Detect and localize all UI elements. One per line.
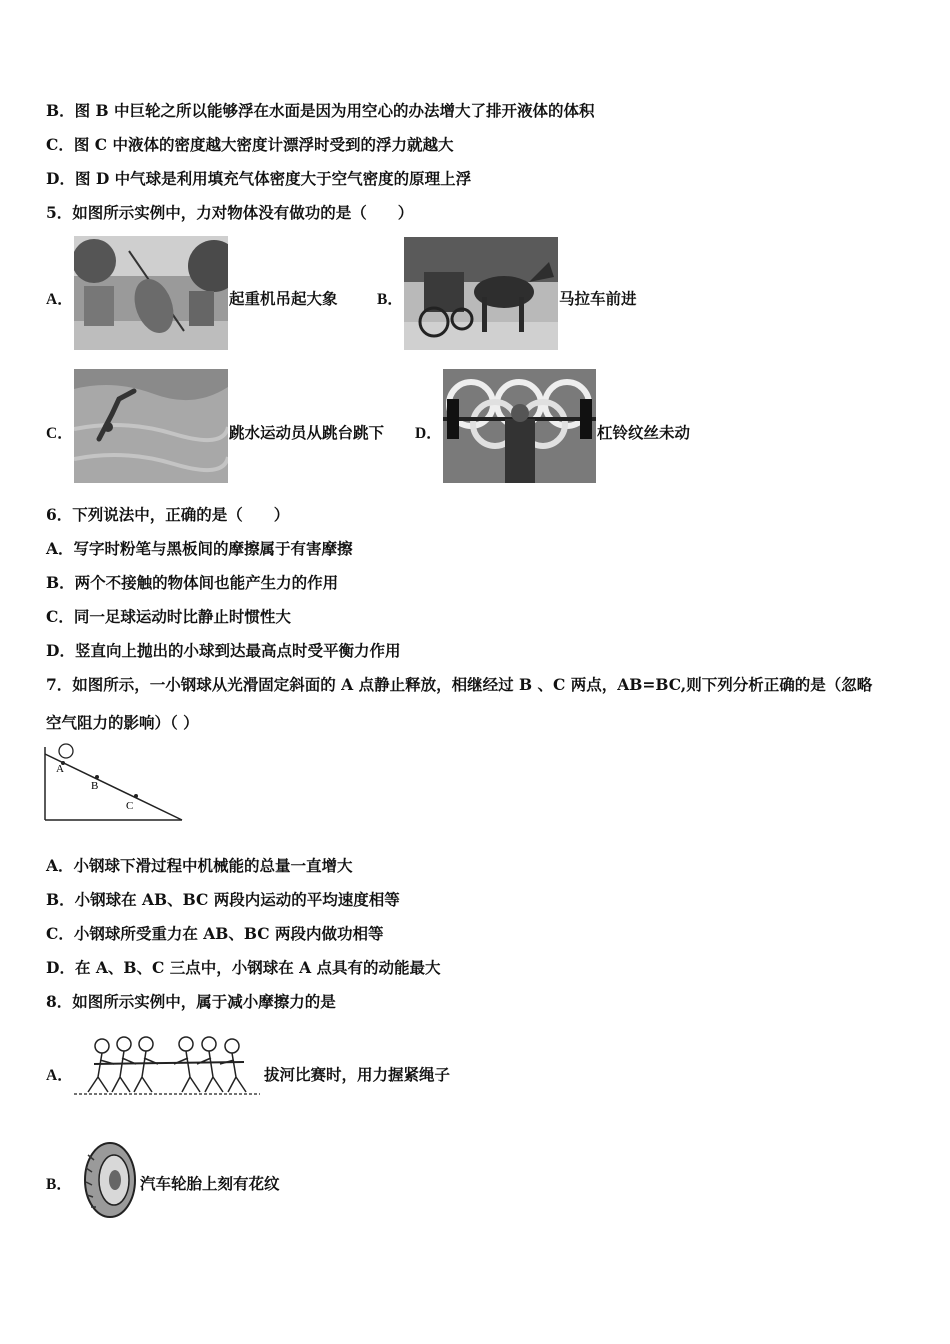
q5-c-label: C． [46,425,73,442]
tire-drawing [82,1140,138,1220]
q7-option-c: C．小钢球所受重力在 AB、BC 两段内做功相等 [46,924,384,943]
q4-option-d: D．图 D 中气球是利用填充气体密度大于空气密度的原理上浮 [46,169,472,188]
q6-option-b: B．两个不接触的物体间也能产生力的作用 [46,573,339,592]
tug-of-war-drawing [74,1032,260,1100]
point-b-label: B [91,780,99,792]
q8-a-caption: 拔河比赛时，用力握紧绳子 [264,1065,451,1084]
q7-option-b: B．小钢球在 AB、BC 两段内运动的平均速度相等 [46,890,400,909]
q6-stem: 6．下列说法中，正确的是（ ） [46,505,290,524]
q5-stem: 5．如图所示实例中，力对物体没有做功的是（ ） [46,203,414,222]
q7-option-d: D．在 A、B、C 三点中，小钢球在 A 点具有的动能最大 [46,958,441,977]
q7-stem-line1: 7．如图所示，一小钢球从光滑固定斜面的 A 点静止释放，相继经过 B 、C 两点，AB=BC,则下列分析正确的是（忽略 [46,675,873,694]
elephant-crane-photo [74,236,228,350]
q6-option-c: C．同一足球运动时比静止时惯性大 [46,607,291,626]
weightlifter-photo [443,369,596,483]
q5-c-caption: 跳水运动员从跳台跳下 [229,423,385,442]
q5-d-caption: 杠铃纹丝未动 [597,423,691,442]
q5-d-label: D． [415,425,442,442]
diver-photo [74,369,228,483]
q5-b-caption: 马拉车前进 [559,289,637,308]
q8-b-caption: 汽车轮胎上刻有花纹 [140,1174,280,1193]
horse-carriage-photo [404,237,558,350]
q5-a-caption: 起重机吊起大象 [229,289,338,308]
q8-b-label: B． [46,1176,72,1193]
steel-ball [59,744,73,758]
q7-option-a: A．小钢球下滑过程中机械能的总量一直增大 [46,856,353,875]
q8-stem: 8．如图所示实例中，属于减小摩擦力的是 [46,992,336,1011]
q6-option-d: D．竖直向上抛出的小球到达最高点时受平衡力作用 [46,641,401,660]
q7-stem-line2: 空气阻力的影响）（ ） [46,713,199,732]
q6-option-a: A．写字时粉笔与黑板间的摩擦属于有害摩擦 [46,539,353,558]
q5-a-label: A． [46,291,73,308]
q8-a-label: A． [46,1067,73,1084]
q5-b-label: B． [377,291,403,308]
q4-option-b: B．图 B 中巨轮之所以能够浮在水面是因为用空心的办法增大了排开液体的体积 [46,101,595,120]
q4-option-c: C．图 C 中液体的密度越大密度计漂浮时受到的浮力就越大 [46,135,454,154]
point-a-label: A [56,763,64,775]
point-c-label: C [126,800,134,812]
incline-diagram [44,742,184,824]
